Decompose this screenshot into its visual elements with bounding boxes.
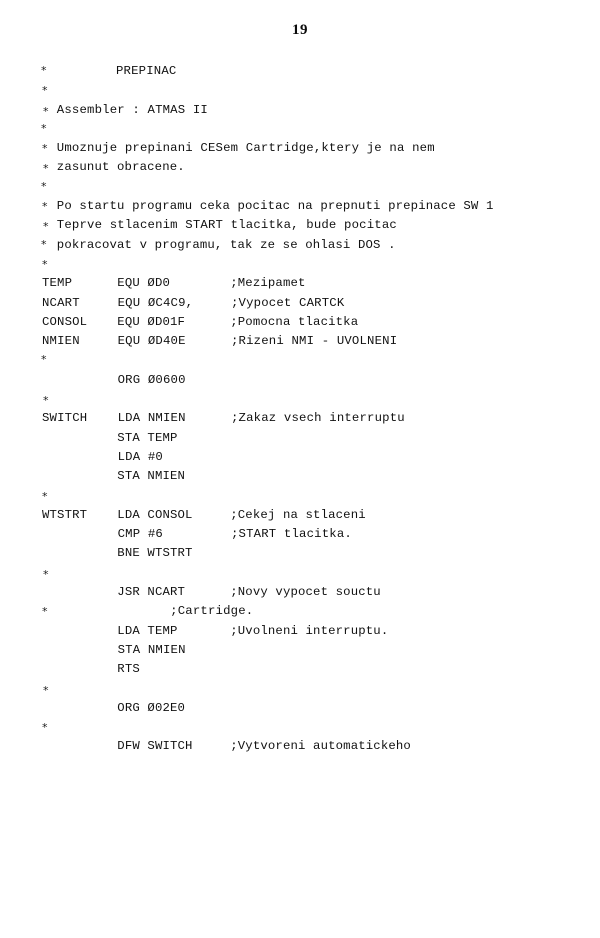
code-line [42, 409, 572, 428]
code-line [42, 525, 572, 544]
code-line-text: Po startu programu ceka pocitac na prepnuti prepinace SW 1 [56, 199, 494, 214]
code-line-text: pokracovat v programu, tak ze se ohlasi DOS . [56, 237, 396, 252]
code-line-text: Assembler : ATMAS II [56, 102, 208, 117]
code-line [42, 641, 572, 660]
code-line [42, 583, 572, 602]
asterisk-comment-icon: * [42, 257, 48, 271]
code-line-text: JSR NCART ;Novy vypocet souctu [42, 585, 381, 600]
code-line-text: CMP #6 ;START tlacitka. [42, 527, 352, 542]
asterisk-comment-icon: * [42, 142, 48, 156]
code-line [42, 448, 572, 467]
code-line-text: TEMP EQU ØD0 ;Mezipamet [42, 276, 306, 291]
code-line [42, 255, 572, 274]
asterisk-comment-icon: * [41, 179, 47, 193]
code-line-text: Umoznuje prepinani CESem Cartridge,ktery je na nem [56, 141, 435, 156]
code-line-text: CONSOL EQU ØD01F ;Pomocna tlacitka [42, 314, 359, 329]
code-line [42, 622, 572, 641]
code-line [42, 602, 572, 621]
code-line [42, 351, 572, 370]
code-listing [42, 62, 572, 757]
asterisk-comment-icon: * [43, 567, 49, 581]
code-line [42, 699, 572, 718]
asterisk-comment-icon: * [43, 162, 49, 176]
code-line [42, 718, 572, 737]
code-line [42, 467, 572, 486]
code-line-text: DFW SWITCH ;Vytvoreni automatickeho [42, 739, 411, 754]
code-line [42, 564, 572, 583]
code-line [42, 120, 572, 139]
asterisk-comment-icon: * [42, 721, 48, 735]
code-line [42, 216, 572, 235]
code-line-text: LDA #0 [42, 449, 163, 464]
code-line-text: LDA TEMP ;Uvolneni interruptu. [42, 623, 389, 638]
code-line [42, 487, 572, 506]
code-line [42, 332, 572, 351]
code-line [42, 274, 572, 293]
code-line [42, 429, 572, 448]
code-line-text: BNE WTSTRT [42, 546, 193, 561]
code-line [42, 660, 572, 679]
asterisk-comment-icon: * [42, 200, 48, 214]
asterisk-comment-icon: * [42, 84, 48, 98]
code-line [42, 62, 572, 81]
code-line-text: ORG Ø0600 [42, 372, 186, 387]
code-line-text: STA NMIEN [42, 642, 186, 657]
code-line [42, 294, 572, 313]
code-line [42, 158, 572, 177]
code-line [42, 101, 572, 120]
code-line-text: STA TEMP [42, 430, 178, 445]
code-line-text: NCART EQU ØC4C9, ;Vypocet CARTCK [42, 295, 345, 310]
code-line [42, 178, 572, 197]
code-line [42, 390, 572, 409]
asterisk-comment-icon: * [43, 220, 49, 234]
asterisk-comment-icon: * [43, 683, 49, 697]
code-line [42, 737, 572, 756]
code-line-text: ;Cartridge. [56, 604, 254, 619]
code-line [42, 139, 572, 158]
code-line-text: WTSTRT LDA CONSOL ;Cekej na stlaceni [42, 507, 366, 522]
code-line-text: Teprve stlacenim START tlacitka, bude pocitac [56, 218, 397, 233]
code-line [42, 236, 572, 255]
code-line-text: PREPINAC [116, 64, 177, 78]
asterisk-comment-icon: * [41, 64, 47, 77]
code-line [42, 506, 572, 525]
code-line [42, 680, 572, 699]
asterisk-comment-icon: * [43, 104, 49, 118]
code-line [42, 313, 572, 332]
code-line-text: STA NMIEN [42, 469, 186, 484]
asterisk-comment-icon: * [43, 394, 49, 408]
code-line-text: RTS [42, 662, 140, 677]
code-line-text: ORG Ø02E0 [42, 700, 186, 715]
code-line [42, 197, 572, 216]
asterisk-comment-icon: * [41, 353, 47, 367]
code-line-text: NMIEN EQU ØD40E ;Rizeni NMI - UVOLNENI [42, 334, 398, 349]
code-line-text: SWITCH LDA NMIEN ;Zakaz vsech interruptu [42, 411, 405, 426]
code-line [42, 371, 572, 390]
code-line [42, 81, 572, 100]
code-line-text: zasunut obracene. [56, 160, 185, 175]
asterisk-comment-icon: * [42, 605, 48, 619]
asterisk-comment-icon: * [41, 237, 47, 251]
asterisk-comment-icon: * [42, 489, 48, 503]
asterisk-comment-icon: * [41, 121, 47, 135]
code-line [42, 544, 572, 563]
page-number: 19 [292, 22, 308, 38]
